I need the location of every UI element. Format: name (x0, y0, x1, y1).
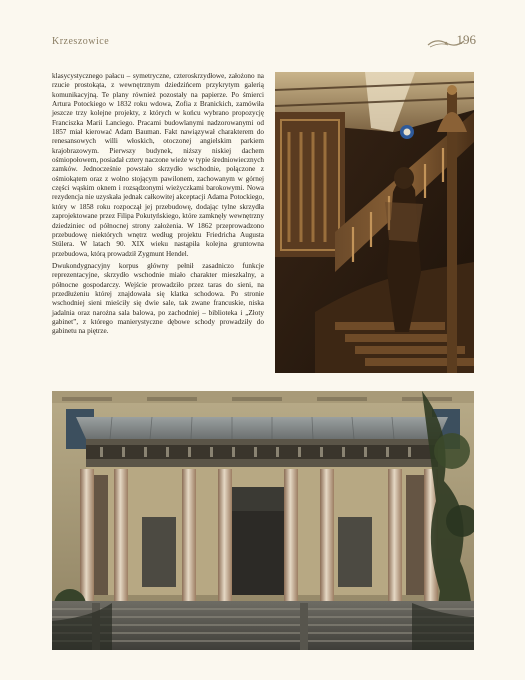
page-number: 196 (456, 32, 476, 47)
paragraph: klasycystycznego pałacu – symetryczne, czteroskrzydłowe, założono na rzucie prostokąta, z wewnętrznym dziedzińcem przykrytym galerią komunikacyjną. Te plany również pozostały na papierze. Po śmierci Artura Potockiego w 1832 roku wdowa, Zofia z Branickich, zamówiła jeszcze trzy kolejne projekty, z których w końcu wybrano propozycję Franciszka Marii Lanciego. Pracami budowlanymi nadzorowanymi od 1857 miał kierować Adam Bauman. Fakt nawiązywał charakterem do renesansowych willi włoskich, otoczonej angielskim parkiem krajobrazowym. Pierwszy budynek, niższy niskiej dachem ośmiopołowem, posiadał cztery naczone wieże w typie średniowiecznych zamków. Jednocześnie powstało skrzydło wschodnie, połączone z ośmiokątem oraz z wolno stojącym pawilonem, zachowanym w górnej części wąskim oknem i rozsądzonymi wieżyczkami barokowymi. Nowa rezydencja nie uzyskała jednak całkowitej akceptacji Adama Potockiego, który w 1858 roku rozpoczął jej przebudowę, dodając tylne skrzydła zaprojektowane przez Filipa Pokutyńskiego, które zamknęły wewnętrzny dziedziniec od północnej strony założenia. W 1862 przeprowadzono przebudowę niektórych wnętrz według projektu Friedricha Augusta Stülera. W latach 90. XIX wieku nastąpiła kolejna gruntowna przebudowa, którą prowadził Zygmunt Hendel. (52, 72, 264, 258)
running-header (52, 32, 476, 52)
paragraph: Dwukondygnacyjny korpus główny pełnił zasadniczo funkcje reprezentacyjne, skrzydło wschodnie miało charakter mieszkalny, a północne gospodarczy. Wejście prowadziło przez taras do sieni, na przedłużeniu której znajdowała się klatka schodowa. Po stronie wschodniej sieni mieściły się dwie sale, tak zwane francuskie, niska jadalnia oraz narożna sala balowa, po zachodniej – biblioteka i „Złoty gabinet”, z którego manierystyczne dębowe schody prowadziły do gabinetu na piętrze. (52, 261, 264, 336)
running-header-title: Krzeszowice (52, 36, 110, 47)
palace-facade-photo (52, 391, 474, 650)
staircase-photo (275, 72, 474, 373)
article-text (52, 72, 264, 337)
